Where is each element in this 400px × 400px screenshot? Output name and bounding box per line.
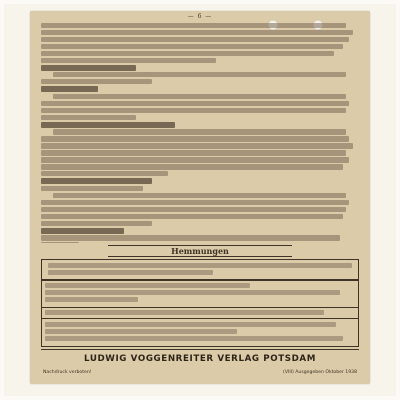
text-line [45,329,237,334]
text-line [48,263,351,268]
text-line [41,200,349,205]
instruction-body [41,21,359,243]
edition-note: (VIII) Ausgegeben Oktober 1938 [283,370,357,375]
text-line [41,143,353,148]
page-number: — 6 — [187,13,213,20]
text-line [41,221,152,226]
text-line [41,207,346,212]
text-line [45,297,138,302]
text-line [41,23,346,28]
text-line [41,51,334,56]
text-line [41,30,353,35]
stoppage-row [42,280,358,307]
reprint-note: Nachdruck verboten! [43,370,92,375]
text-line [41,44,343,49]
text-line [41,242,79,243]
text-line [41,136,349,141]
publisher-name: LUDWIG VOGGENREITER VERLAG POTSDAM [84,354,316,364]
text-line [41,171,168,176]
warning-box [41,259,359,281]
text-line [41,58,216,63]
stoppage-table [41,279,359,347]
text-line [53,193,346,198]
text-line [41,235,340,240]
text-line [41,214,343,219]
text-line [41,86,98,92]
text-line [41,178,152,184]
text-line [41,164,343,169]
text-line [41,157,349,162]
text-line [41,122,175,128]
text-line [53,94,346,99]
text-line [41,150,346,155]
text-line [48,270,212,275]
text-line [41,186,143,191]
stoppage-row [42,308,358,317]
text-line [41,37,349,42]
text-line [45,322,336,327]
text-line [41,228,124,234]
text-line [45,336,343,341]
text-line [41,108,346,113]
stoppage-row [42,319,358,346]
text-line [41,65,136,71]
text-line [41,115,136,120]
instruction-card [30,11,370,384]
heading-rule-bottom [108,256,292,257]
text-line [45,283,250,288]
section-heading-hemmungen: Hemmungen [171,246,229,256]
text-line [45,310,324,315]
footer-rule [41,349,359,350]
text-line [53,129,346,134]
text-line [41,79,152,84]
text-line [41,101,349,106]
text-line [53,72,346,77]
text-line [45,290,340,295]
